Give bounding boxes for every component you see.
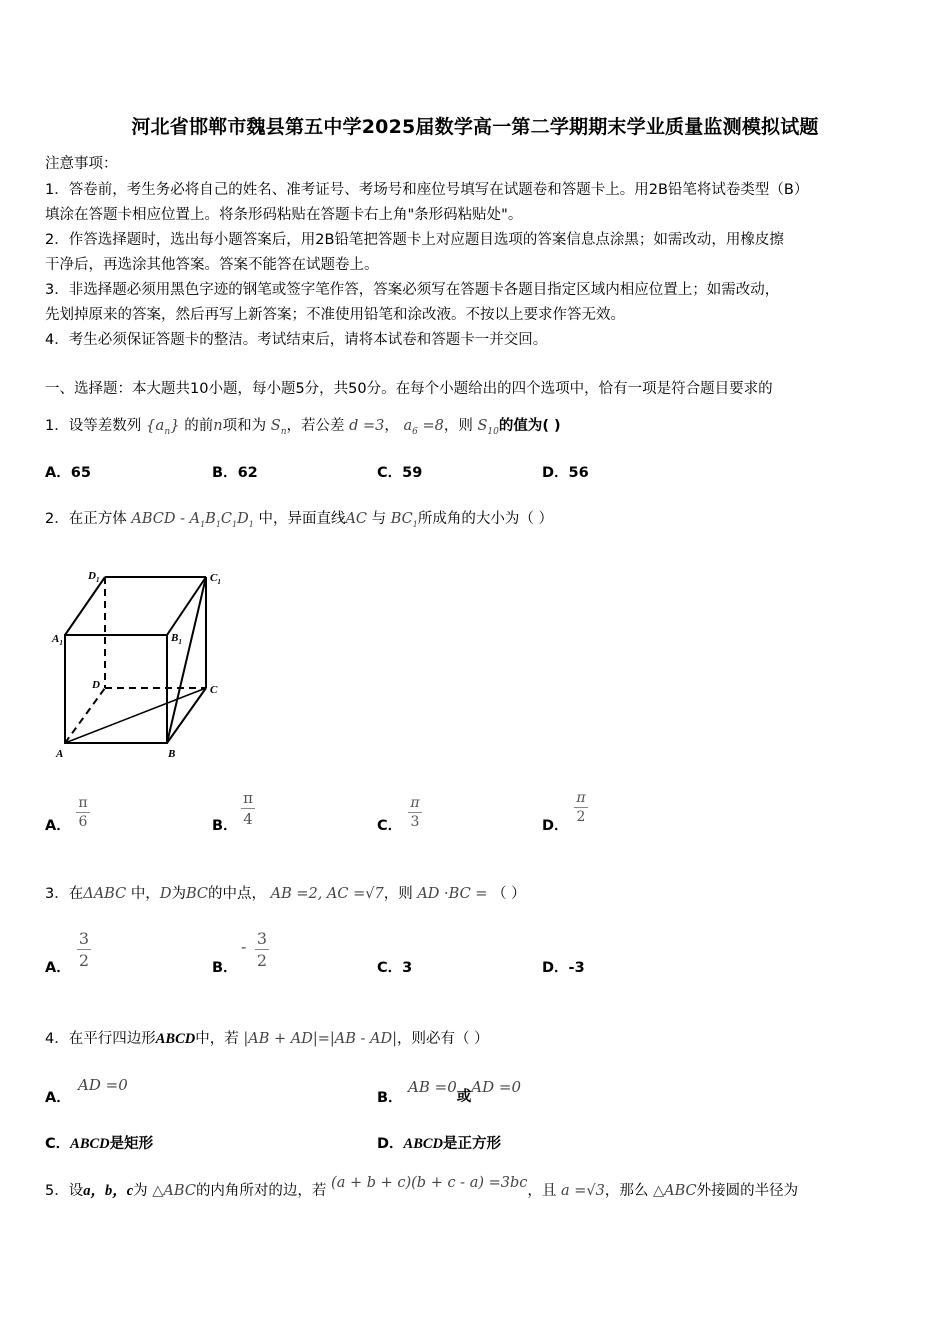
label-d: D <box>92 679 100 691</box>
diagonal-bc1 <box>167 577 206 743</box>
notice-line: 4．考生必须保证答题卡的整洁。考试结束后，请将本试卷和答题卡一并交回。 <box>45 332 548 348</box>
q1-option-c: C．59 <box>377 465 423 481</box>
label-d1: $D_1$ <box>88 570 100 584</box>
q2-option-b-label: B． <box>212 818 238 834</box>
notice-heading: 注意事项： <box>45 156 118 172</box>
question-4: 4．在平行四边形ABCD中，若 |AB + AD|=|AB - AD|，则必有（ ） <box>45 1031 489 1047</box>
q2-option-c-fraction: π 3 <box>408 795 422 830</box>
q2-option-d-fraction: π 2 <box>574 790 588 825</box>
section-heading: 一、选择题：本大题共10小题，每小题5分，共50分。在每个小题给出的四个选项中，恰有一项是符合题目要求的 <box>45 381 773 397</box>
q2-option-d-label: D． <box>542 818 569 834</box>
q3-option-b-fraction: 3 2 <box>256 929 268 970</box>
notice-line: 2．作答选择题时，选出每小题答案后，用2B铅笔把答题卡上对应题目选项的答案信息点涂黑；如需改动，用橡皮擦 <box>45 232 784 248</box>
cube-figure <box>50 565 230 765</box>
q3-option-c: C．3 <box>377 960 413 976</box>
label-a: A <box>56 748 64 760</box>
notice-line: 1．答卷前，考生务必将自己的姓名、准考证号、考场号和座位号填写在试题卷和答题卡上。用2B铅笔将试卷类型（B） <box>45 182 809 198</box>
q4-option-a-label: A． <box>45 1090 71 1106</box>
label-b1: $B_1$ <box>171 632 182 646</box>
notice-line: 3．非选择题必须用黑色字迹的钢笔或签字笔作答，答案必须写在答题卡各题目指定区域内相应位置上；如需改动， <box>45 282 780 298</box>
label-c: C <box>210 684 218 696</box>
question-5: 5．设a，b，c为 △ABC的内角所对的边，若 (a + b + c)(b + c - a) =3bc，且 a =√3，那么 △ABC外接圆的半径为 <box>45 1175 799 1199</box>
question-2: 2．在正方体 ABCD - $A_1B_1C_1D_1$ 中，异面直线AC 与 $BC_1$所成角的大小为（ ） <box>45 511 553 529</box>
question-1: 1．设等差数列 $\{a_n\}$ 的前n项和为 $S_n$，若公差 d =3， $a_6 =8$，则 $S_{10}$的值为( ) <box>45 416 561 437</box>
question-3: 3．在ΔABC 中，D为BC的中点， AB =2, AC =√7，则 AD ·BC = （ ） <box>45 886 526 902</box>
label-a1: $A_1$ <box>52 633 63 647</box>
q2-option-a-fraction: π 6 <box>76 795 90 830</box>
notice-line: 先划掉原来的答案，然后再写上新答案；不准使用铅笔和涂改液。不按以上要求作答无效。 <box>45 307 625 323</box>
q4-option-b-label: B． <box>377 1090 403 1106</box>
q4-option-a-math: AD =0 <box>78 1076 128 1094</box>
notice-line: 填涂在答题卡相应位置上。将条形码粘贴在答题卡右上角"条形码粘贴处"。 <box>45 207 523 223</box>
q3-option-a-label: A． <box>45 960 71 976</box>
q2-option-c-label: C． <box>377 818 403 834</box>
q1-option-b: B．62 <box>212 465 258 481</box>
q2-option-b-fraction: π 4 <box>241 789 255 828</box>
q4-option-c: C．ABCD是矩形 <box>45 1136 154 1152</box>
q4-option-d: D．ABCD是正方形 <box>377 1136 502 1152</box>
edge-a1d1 <box>65 577 105 635</box>
label-c1: $C_1$ <box>210 572 221 586</box>
q3-option-a-fraction: 3 2 <box>78 929 90 970</box>
notice-line: 干净后，再选涂其他答案。答案不能答在试题卷上。 <box>45 257 379 273</box>
face-front <box>65 635 167 743</box>
q3-option-b-label: B． <box>212 960 238 976</box>
q1-option-d: D．56 <box>542 465 589 481</box>
page-title: 河北省邯郸市魏县第五中学2025届数学高一第二学期期末学业质量监测模拟试题 <box>131 116 819 138</box>
label-b: B <box>168 748 176 760</box>
diagonal-ac <box>65 688 206 743</box>
q4-option-b: AB =0或AD =0 <box>408 1078 521 1105</box>
q2-option-a-label: A． <box>45 818 71 834</box>
q3-option-d: D．-3 <box>542 960 585 976</box>
q3-option-b-sign: - <box>241 938 247 956</box>
q1-option-a: A．65 <box>45 465 91 481</box>
